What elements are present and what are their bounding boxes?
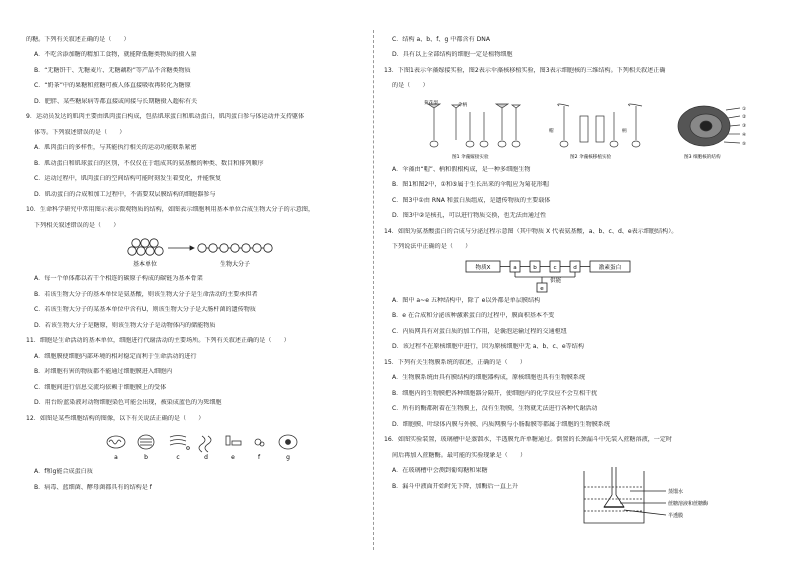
organelle-images <box>26 430 362 464</box>
sucrose-solution-label: 蔗糖溶液和蔗糖酶 <box>668 501 709 508</box>
q16-block <box>384 467 770 527</box>
monomer-polymer-diagram <box>26 237 362 271</box>
node-d-label: d <box>573 264 577 271</box>
golgi-icon <box>170 436 189 450</box>
q14-option-c: C．内质网具有对蛋白质的加工作用，是囊泡运输过程的交通枢纽 <box>392 327 567 335</box>
nucleus-label-5: ⑤ <box>742 141 747 147</box>
q10-figure <box>26 237 362 271</box>
q15-option-c: C．所有的酶都附着在生物膜上，没有生物膜，生物就无法进行各种代谢活动 <box>392 405 598 413</box>
label-stem: 柄 <box>622 128 627 134</box>
q14-option-a: A．图中 a~e 五种结构中，除了 e以外都是单层膜结构 <box>392 296 541 304</box>
q9-option-a: A．肌肉蛋白的多样性，与其能执行相关的运动功能联系紧密 <box>34 144 197 152</box>
polymer-chain <box>198 244 272 252</box>
q16-stem-line1: 16．如图实验装置，玻璃槽中是蒸馏水，半透膜允许单糖通过。倒置的长颈漏斗中先装入蔗糖溶液，一定时 <box>384 436 673 444</box>
q9-stem-line2: 体等。下列叙述错误的是（ ） <box>34 128 126 136</box>
secretion-flow-diagram <box>384 259 770 293</box>
caption-figure3: 图3 细胞核的结构 <box>684 154 721 160</box>
acetabularia-diagram <box>384 98 770 162</box>
q13-option-b: B．图1和图2中，①和⑤属于生长出来的伞帽应为菊花形帽 <box>392 181 549 189</box>
macromolecule-label: 生物大分子 <box>219 261 251 269</box>
q10-option-d: D．若该生物大分子是糖原，则该生物大分子是动物体内的储能物质 <box>34 321 216 329</box>
q13-stem-line1: 13．下图1表示伞藻嫁接实验，图2表示伞藻核移植实验，图3表示细胞核的三维结构。下列相关叙述正确 <box>384 66 666 74</box>
q16-option-a: A．在玻璃槽中会测到葡萄糖和果糖 <box>392 467 488 475</box>
node-e-label: e <box>540 285 544 292</box>
q14-stem-line1: 14．如图为氨基酸蛋白的合成与分泌过程示意图（其中物质 X 代表氨基酸，a、b、c、d、e表示细胞结构）。 <box>384 227 678 235</box>
q13-option-c: C．图3中①由 RNA 和蛋白质组成，是遗传物质的主要载体 <box>392 196 551 204</box>
right-column <box>384 36 770 527</box>
membrane-label: 半透膜 <box>668 513 684 520</box>
left-column <box>26 36 362 499</box>
q12-option-b: B．病毒、蓝细菌、酵母菌都具有的结构是 f <box>34 483 152 491</box>
q8-option-b: B．“无糖饼干、无糖麦片、无糖藕粉”等产品不含糖类物质 <box>34 66 191 74</box>
q13-figure <box>384 98 770 162</box>
label-flower-type: 菊花型 <box>424 100 438 106</box>
funnel-body <box>604 495 624 507</box>
q15-option-a: A．生物膜系统由具有膜结构的细胞器构成，原核细胞也具有生物膜系统 <box>392 374 586 382</box>
q8-option-c: C．“奶茶”中的果糖和蔗糖可被人体直接吸收再转化为糖原 <box>34 82 191 90</box>
q15-option-d: D．细胞膜、叶绿体内膜与外膜、内质网膜与小肠黏膜等都属于细胞的生物膜系统 <box>392 420 610 428</box>
nucleus-structure-figure <box>678 106 740 146</box>
label-a: a <box>114 454 118 462</box>
caption-figure1: 图1 伞藻嫁接实验 <box>452 154 489 160</box>
energy-label: 供能 <box>550 277 562 284</box>
q12-option-c: C．结构 a、b、f、g 中都含有 DNA <box>392 36 491 43</box>
graft-experiment-figure <box>428 104 520 147</box>
er-icon <box>199 436 211 452</box>
label-g: g <box>286 454 290 462</box>
q13-stem-line2: 的是（ ） <box>392 82 429 90</box>
q9-option-c: C．运动过程中，肌肉蛋白的空间结构可能时刻发生着变化，并能恢复 <box>34 175 222 183</box>
q16-stem-line2: 间后再加入蔗糖酶。最可能的实验现象是（ ） <box>392 451 527 459</box>
hormone-protein-label: 激素蛋白 <box>598 264 622 271</box>
q12-option-d: D．具有以上全部结构的细胞一定是植物细胞 <box>392 51 513 59</box>
q13-option-d: D．图3中②是核孔，可以进行物质交换，也无法由通过性 <box>392 212 547 220</box>
node-c-label: c <box>553 264 557 271</box>
unit-label: 基本单位 <box>132 261 158 269</box>
q16-option-b: B．漏斗中液面开始时先下降，加酶后一直上升 <box>392 482 519 490</box>
q9-option-b: B．肌动蛋白和肌球蛋白的区别，不仅仅在于组成其的氨基酸的种类、数目和排列顺序 <box>34 159 264 167</box>
nucleus-label-1: ① <box>742 106 747 112</box>
q14-figure <box>384 259 770 293</box>
q10-option-b: B．若该生物大分子的基本单位是氨基酸，则该生物大分子是生命活动的主要承担者 <box>34 290 258 298</box>
q11-option-a: A．细胞膜使细胞内部环境的相对稳定而利于生命活动的进行 <box>34 352 197 360</box>
label-c: c <box>176 454 180 462</box>
label-cap: 帽 <box>549 128 554 134</box>
label-b: b <box>144 454 148 462</box>
nucleus-label-2: ② <box>742 114 747 120</box>
node-a-label: a <box>513 264 517 271</box>
q10-option-a: A．每一个单体都以若干个相连的碳原子构成的碳链为基本骨架 <box>34 275 203 283</box>
q8-stem-tail: 的糖。下列有关叙述正确的是（ ） <box>26 36 130 43</box>
q10-stem-line2: 下列相关叙述错误的是（ ） <box>34 221 120 229</box>
q8-option-d: D．肥胖、某些糖尿病等都直接或间接与长期糖摄入超标有关 <box>34 97 198 105</box>
distilled-water-label: 蒸馏水 <box>668 489 684 496</box>
q15-stem: 15．下列有关生物膜系统的叙述，正确的是（ ） <box>384 358 526 366</box>
glass-trough <box>584 471 644 523</box>
arrow-icon <box>168 246 194 250</box>
q14-option-d: D．该过程不在原核细胞中进行，因为原核细胞中无 a、b、c、e等结构 <box>392 343 584 351</box>
q11-option-b: B．对细胞有害的物质都不能通过细胞膜进入细胞内 <box>34 368 173 376</box>
q13-option-a: A．伞藻由“帽”、柄和假根构成，是一种多细胞生物 <box>392 165 531 173</box>
q9-stem-line1: 9．运动员发达的肌肉主要由肌肉蛋白构成，包括肌球蛋白和肌动蛋白，肌肉蛋白参与体运动并支持躯体 <box>26 113 305 121</box>
q10-option-c: C．若该生物大分子的某基本单位中含有U，则该生物大分子是大肠杆菌的遗传物质 <box>34 306 256 314</box>
label-e: e <box>231 454 235 462</box>
q12-option-a: A．f和g能合成蛋白质 <box>34 468 93 476</box>
node-b-label: b <box>533 264 537 271</box>
q8-option-a: A．不吃含添加糖的精加工食物，就能降低糖类物质的摄入量 <box>34 51 197 59</box>
q10-stem-line1: 10．生命科学研究中常用图示表示微观物质的结构，如图表示细胞利用基本单位合成生物大分子的示意图， <box>26 206 315 214</box>
q15-option-b: B．细胞内的生物膜把各种细胞器分隔开，使细胞内的化学反应不会互相干扰 <box>392 389 598 397</box>
q11-stem: 11．细胞是生命活动的基本单位，细胞进行代谢活动的主要场所。下列有关叙述正确的是（ ） <box>26 337 290 345</box>
monomer-cluster <box>128 239 163 255</box>
q14-stem-line2: 下列说法中正确的是（ ） <box>392 243 472 251</box>
mitochondrion-icon <box>107 436 125 448</box>
caption-figure2: 图2 伞藻核移植实验 <box>570 154 612 160</box>
q11-option-d: D．用台盼蓝染液对动物细胞染色可能会出现，被染成蓝色的为死细胞 <box>34 399 222 407</box>
osmosis-apparatus-figure <box>580 465 770 527</box>
nucleus-label-4: ④ <box>742 132 747 138</box>
q12-stem: 12．如图是某些细胞结构的图像，以下有关说法正确的是（ ） <box>26 414 205 422</box>
column-divider <box>373 30 374 550</box>
centriole-icon <box>226 436 241 445</box>
ribosome-icon <box>255 439 264 446</box>
nucleus-label-3: ③ <box>742 123 747 129</box>
nucleus-icon <box>279 435 297 449</box>
q14-option-b: B．e 在合成和分泌该种激素蛋白的过程中，膜面积基本不变 <box>392 312 555 320</box>
q12-figure <box>26 430 362 464</box>
q11-option-c: C．细胞间进行信息交流均依赖于细胞膜上的受体 <box>34 383 167 391</box>
material-x-label: 物质X <box>475 264 491 271</box>
label-stalk: 伞柄 <box>458 102 468 108</box>
q9-option-d: D．肌动蛋白的合成和加工过程中，不需要双层膜结构的细胞器参与 <box>34 190 216 198</box>
chloroplast-icon <box>138 435 154 449</box>
nuclear-transfer-figure <box>558 104 642 147</box>
label-f: f <box>257 454 261 462</box>
label-d: d <box>204 454 208 462</box>
